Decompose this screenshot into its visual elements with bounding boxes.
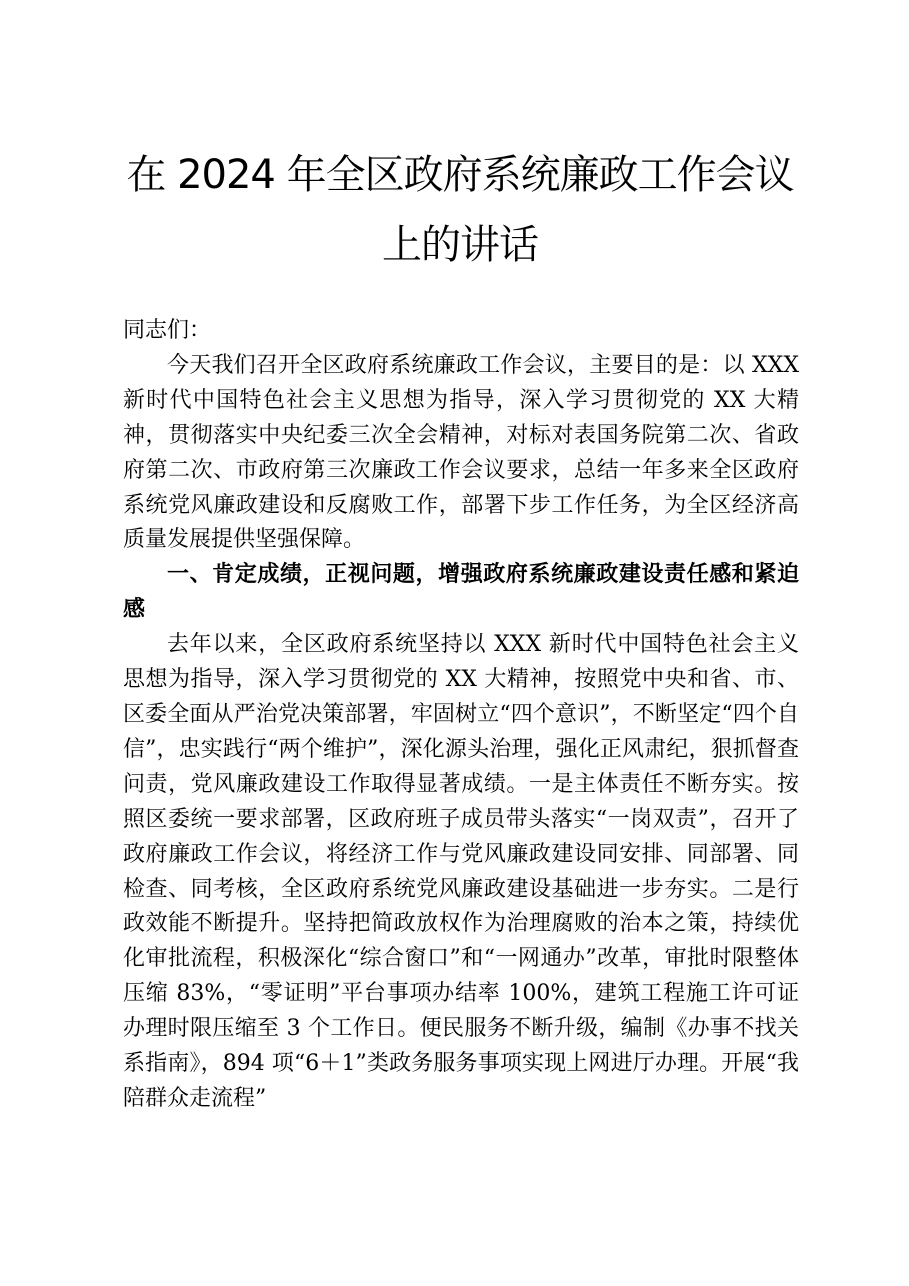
document-title: 在 2024 年全区政府系统廉政工作会议上的讲话 — [126, 152, 794, 268]
section-heading: 一、肯定成绩，正视问题，增强政府系统廉政建设责任感和紧迫感 — [123, 562, 799, 623]
intro-paragraph: 今天我们召开全区政府系统廉政工作会议，主要目的是：以 XXX 新时代中国特色社会主义思想为指导，深入学习贯彻党的 XX 大精神，贯彻落实中央纪委三次全会精神，对标对表国务院第二次、省政府第二次、市政府第三次廉政工作会议要求，总结一年多来全区政府系统党风廉政建设和反腐败工作，部署下步工作任务，为全区经济高质量发展提供坚强保障。 — [123, 352, 799, 553]
section-paragraph: 去年以来，全区政府系统坚持以 XXX 新时代中国特色社会主义思想为指导，深入学习贯彻党的 XX 大精神，按照党中央和省、市、区委全面从严治党决策部署，牢固树立“四个意识”，不断坚定“四个自信”，忠实践行“两个维护”，深化源头治理，强化正风肃纪，狠抓督查问责，党风廉政建设工作取得显著成绩。一是主体责任不断夯实。按照区委统一要求部署，区政府班子成员带头落实“一岗双责”，召开了政府廉政工作会议，将经济工作与党风廉政建设同安排、同部署、同检查、同考核，全区政府系统党风廉政建设基础进一步夯实。二是行政效能不断提升。坚持把简政放权作为治理腐败的治本之策，持续优化审批流程，积极深化“综合窗口”和“一网通办”改革，审批时限整体压缩 83%，“零证明”平台事项办结率 100%，建筑工程施工许可证办理时限压缩至 3 个工作日。便民服务不断升级，编制《办事不找关系指南》，894 项“6＋1”类政务服务事项实现上网进厅办理。开展“我陪群众走流程” — [123, 632, 799, 1111]
salutation: 同志们： — [123, 318, 212, 343]
document-body — [123, 314, 799, 1117]
